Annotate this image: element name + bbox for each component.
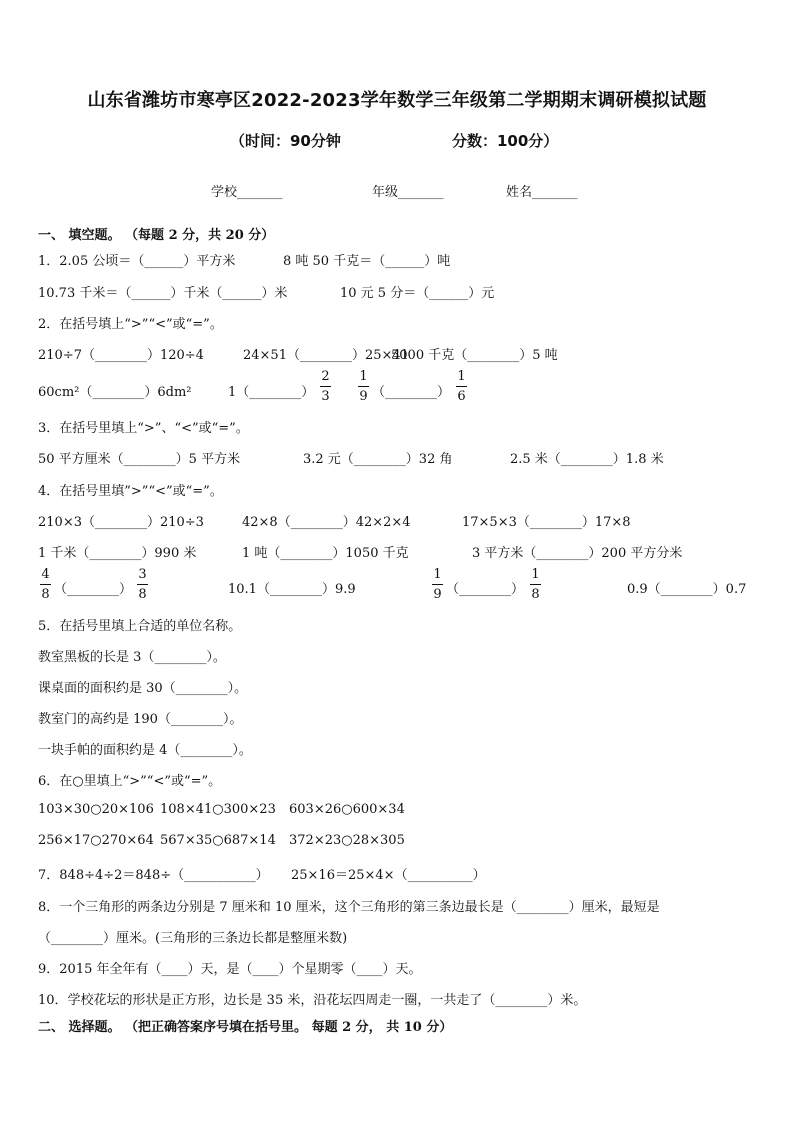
q4-r2-b: 1 吨（________）1050 千克 xyxy=(242,546,409,561)
q2-prompt: 2．在括号填上“>”“<”或“=”。 xyxy=(38,317,223,332)
numerator: 3 xyxy=(138,567,147,582)
q1-b: 8 吨 50 千克＝（______）吨 xyxy=(283,254,451,269)
q4-r2-c: 3 平方米（________）200 平方分米 xyxy=(472,546,683,561)
numerator: 1 xyxy=(359,369,368,384)
q1-c: 10.73 千米＝（______）千米（______）米 xyxy=(38,286,288,301)
denominator: 8 xyxy=(531,587,540,602)
q1-a: 1．2.05 公顷＝（______）平方米 xyxy=(38,254,236,269)
q2-fraction xyxy=(320,369,331,404)
q2-e2: （________） xyxy=(372,385,451,400)
q4-fraction xyxy=(432,567,443,602)
q10: 10．学校花坛的形状是正方形，边长是 35 米，沿花坛四周走一圈，一共走了（________）米。 xyxy=(38,993,587,1008)
q6-r1-a: 103×30○20×106 xyxy=(38,802,154,817)
q4-r1-a: 210×3（________）210÷3 xyxy=(38,515,204,530)
q2-a: 210÷7（________）120÷4 xyxy=(38,348,204,363)
page-title: 山东省潍坊市寒亭区2022-2023学年数学三年级第二学期期末调研模拟试题 xyxy=(87,90,707,111)
denominator: 6 xyxy=(457,389,466,404)
denominator: 8 xyxy=(138,587,147,602)
q2-c: 5000 千克（________）5 吨 xyxy=(391,348,558,363)
q1-d: 10 元 5 分＝（______）元 xyxy=(340,286,495,301)
q4-fraction xyxy=(40,567,51,602)
numerator: 1 xyxy=(457,369,466,384)
denominator: 9 xyxy=(433,587,442,602)
q2-b: 24×51（________）25×41 xyxy=(243,348,409,363)
q4-fraction xyxy=(530,567,541,602)
numerator: 1 xyxy=(531,567,540,582)
q3-prompt: 3．在括号里填上“>”、“<”或“=”。 xyxy=(38,421,249,436)
q4-r1-b: 42×8（________）42×2×4 xyxy=(242,515,411,530)
q3-a: 50 平方厘米（________）5 平方米 xyxy=(38,452,241,467)
q5-item: 教室黑板的长是 3（________）。 xyxy=(38,650,226,665)
q9: 9．2015 年全年有（____）天，是（____）个星期零（____）天。 xyxy=(38,962,422,977)
numerator: 1 xyxy=(433,567,442,582)
q2-e1: 1（________） xyxy=(228,385,315,400)
school-field: 学校_______ xyxy=(211,185,283,200)
q4-prompt: 4．在括号里填”>”“<”或“=”。 xyxy=(38,484,223,499)
q7-a: 7．848÷4÷2＝848÷（___________） xyxy=(38,868,269,883)
q8-line-1: 8．一个三角形的两条边分别是 7 厘米和 10 厘米，这个三角形的第三条边最长是（________）厘米，最短是 xyxy=(38,900,660,915)
q4-r3-blank-b: （________） xyxy=(446,582,525,597)
q4-r1-c: 17×5×3（________）17×8 xyxy=(462,515,631,530)
q6-r2-a: 256×17○270×64 xyxy=(38,833,154,848)
q4-r3-blank-a: （________） xyxy=(54,582,133,597)
grade-field: 年级_______ xyxy=(372,185,444,200)
q6-prompt: 6．在○里填上“>”“<”或“=”。 xyxy=(38,774,222,789)
denominator: 8 xyxy=(41,587,50,602)
q4-r3-last: 0.9（________）0.7 xyxy=(627,582,747,597)
name-field: 姓名_______ xyxy=(506,185,578,200)
q5-prompt: 5．在括号里填上合适的单位名称。 xyxy=(38,619,242,634)
q6-r1-c: 603×26○600×34 xyxy=(289,802,405,817)
q4-fraction xyxy=(137,567,148,602)
section-2-heading: 二、 选择题。 （把正确答案序号填在括号里。 每题 2 分， 共 10 分） xyxy=(38,1020,453,1035)
denominator: 3 xyxy=(321,389,330,404)
q6-r1-b: 108×41○300×23 xyxy=(160,802,276,817)
q2-fraction xyxy=(456,369,467,404)
exam-time: （时间：90分钟 xyxy=(230,132,341,150)
q6-r2-c: 372×23○28×305 xyxy=(289,833,405,848)
numerator: 4 xyxy=(41,567,50,582)
q2-d: 60cm²（________）6dm² xyxy=(38,385,192,400)
exam-score: 分数：100分） xyxy=(452,132,559,150)
q8-line-2: （________）厘米。(三角形的三条边长都是整厘米数) xyxy=(38,931,348,946)
q5-item: 教室门的高约是 190（________）。 xyxy=(38,712,243,727)
q5-item: 一块手帕的面积约是 4（________）。 xyxy=(38,743,252,758)
section-1-heading: 一、 填空题。 （每题 2 分，共 20 分） xyxy=(38,228,275,243)
denominator: 9 xyxy=(359,389,368,404)
numerator: 2 xyxy=(321,369,330,384)
q3-c: 2.5 米（________）1.8 米 xyxy=(510,452,664,467)
q5-item: 课桌面的面积约是 30（________）。 xyxy=(38,681,248,696)
q6-r2-b: 567×35○687×14 xyxy=(160,833,276,848)
q7-b: 25×16＝25×4×（__________） xyxy=(291,868,486,883)
q3-b: 3.2 元（________）32 角 xyxy=(303,452,453,467)
q4-r2-a: 1 千米（________）990 米 xyxy=(38,546,197,561)
q2-fraction xyxy=(358,369,369,404)
q4-r3-mid: 10.1（________）9.9 xyxy=(228,582,356,597)
